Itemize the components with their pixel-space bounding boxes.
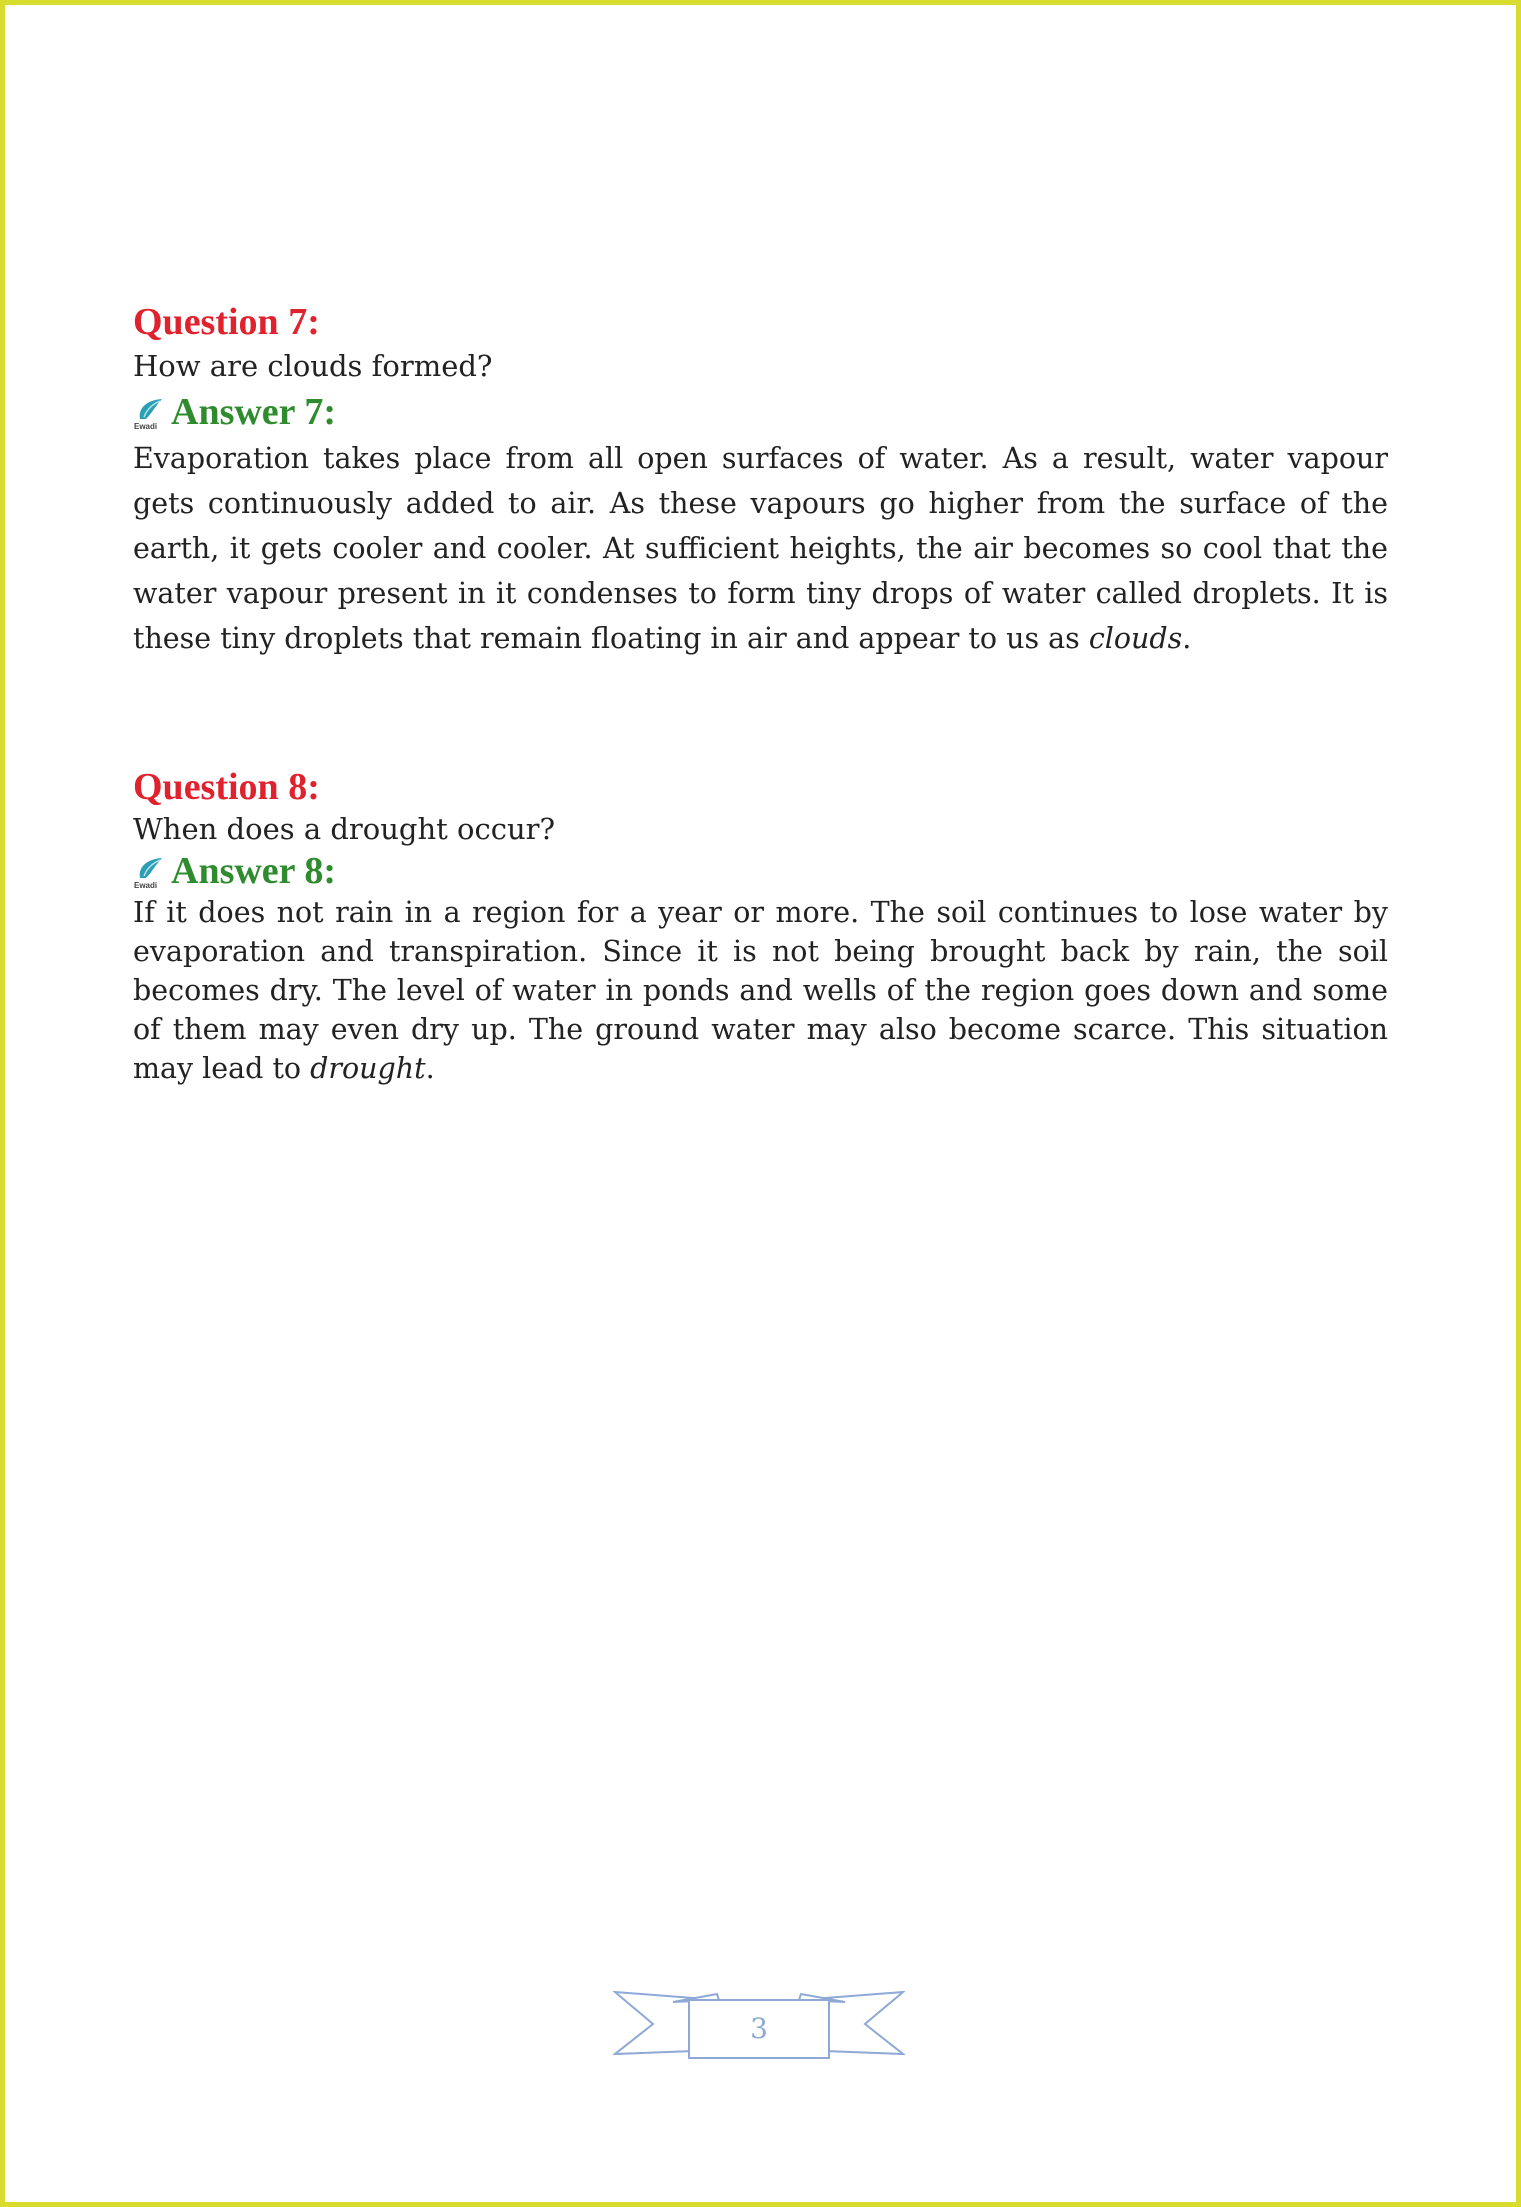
question-text: When does a drought occur? [133,812,556,846]
leaf-logo-icon [133,856,165,890]
logo-text: Ewadi [134,881,158,890]
page-number-ribbon [613,1988,905,2072]
answer-heading [133,388,1388,436]
answer-text-main: Evaporation takes place from all open surfaces of water. As a result, water vapour gets continuously added to air. As these vapours go higher from the surface of the earth, it gets cooler and cooler. At sufficient heights, the air becomes so cool that the water vapour present in it condenses to form tiny drops of water called droplets. It is these tiny droplets that remain floating in air and appear to us as [133,442,1388,655]
answer-text-end: . [425,1052,435,1085]
answer-keyword: drought [310,1052,426,1085]
answer-text-end: . [1182,622,1192,655]
answer-heading-text: Answer 7: [171,391,337,433]
page-number: 3 [750,2012,768,2045]
answer-text-main: If it does not rain in a region for a year or more. The soil continues to lose water by evaporation and transpiration. Since it is not being brought back by rain, the soil becomes dry. The level of water in ponds and wells of the region goes down and some of them may even dry up. The ground water may also become scarce. This situation may lead to [133,896,1388,1085]
leaf-logo-icon [133,397,165,431]
question-heading: Question 8: [133,766,320,808]
question-heading: Question 7: [133,301,320,343]
answer-text [133,893,1388,1088]
answer-text [133,436,1388,661]
answer-keyword: clouds [1088,622,1183,655]
logo-text: Ewadi [134,422,158,431]
qa-block-8 [133,765,1388,1088]
question-text: How are clouds formed? [133,349,493,383]
qa-block-7 [133,300,1388,661]
answer-heading [133,849,1388,893]
answer-heading-text: Answer 8: [171,850,337,892]
